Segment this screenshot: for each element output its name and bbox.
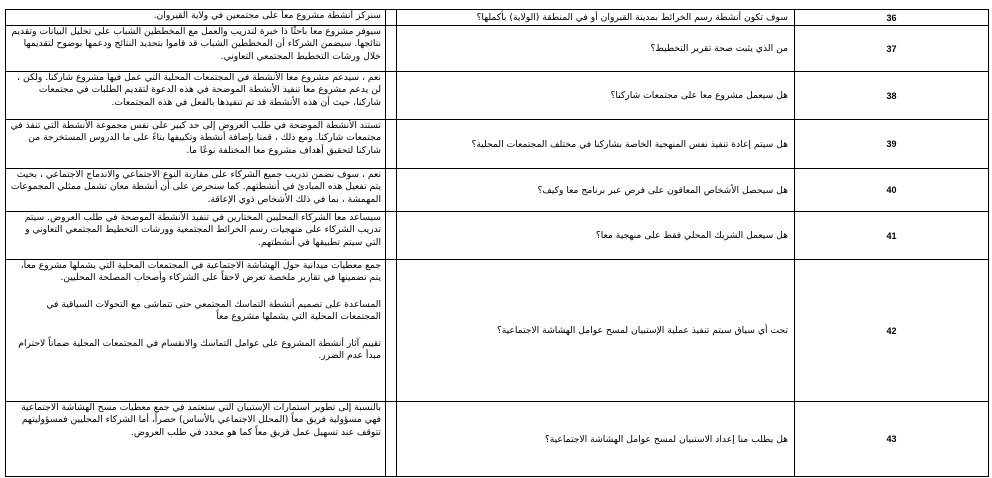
- answer-text: سنركز أنشطة مشروع معاً على مجتمعين في ولاية القيروان.: [153, 10, 381, 21]
- table-row: [6, 72, 989, 120]
- column-gap: [386, 120, 397, 169]
- question-text: من الذي يثبت صحة تقرير التخطيط؟: [397, 26, 795, 72]
- question-number: 43: [795, 402, 989, 477]
- question-number: 36: [795, 10, 989, 26]
- answer-cell: [6, 26, 386, 72]
- answer-cell: [6, 169, 386, 212]
- answer-cell: [6, 72, 386, 120]
- column-gap: [386, 26, 397, 72]
- answer-cell: [6, 10, 386, 26]
- column-gap: [386, 10, 397, 26]
- question-number: 38: [795, 72, 989, 120]
- answer-text: سيساعد معا الشركاء المحليين المختارين في تنفيذ الأنشطة الموضحة في طلب العروض. سيتم تدريب الشركاء على منهجيات رسم الخرائط المجتمعية وورشات التخطيط المجتمعي التعاوني و التي سيتم تطبيقها في أنشطتهم.: [24, 212, 381, 248]
- question-number: 41: [795, 212, 989, 260]
- question-number: 39: [795, 120, 989, 169]
- table-row: [6, 212, 989, 260]
- column-gap: [386, 169, 397, 212]
- answer-paragraph: المساعدة على تصميم أنشطة التماسك المجتمعي حتى تتماشى مع التحولات السياقية في المجتمعات المحلية التي يشملها مشروع معاً: [46, 298, 381, 323]
- answer-paragraph: جمع معطيات ميدانية حول الهشاشة الاجتماعية في المجتمعات المحلية التي يشملها مشروع معاً، يتم تضمينها في تقارير ملخصة تعرض لاحقاً على الشركاء وأصحاب المصلحة المحليين.: [20, 260, 381, 284]
- question-text: هل سيتم إعادة تنفيذ نفس المنهجية الخاصة بشاركنا في مختلف المجتمعات المحلية؟: [397, 120, 795, 169]
- answer-text: سيوفر مشروع معا باحثًا ذا خبرة لتدريب والعمل مع المخططين الشباب على تحليل البيانات وتقديم نتائجها. سيضمن الشركاء أن المخططين الشباب قد قاموا بتحديد النتائج ودعمها بوضوح لتقديمها خلال ورشات التخطيط المجتمعي التعاوني.: [11, 26, 381, 62]
- faq-table: [5, 9, 989, 477]
- table-row: [6, 402, 989, 477]
- question-number: 42: [795, 260, 989, 402]
- answer-text: نعم ، سيدعم مشروع معا الأنشطة في المجتمعات المحلية التي عمل فيها مشروع شاركنا. ولكن ، لن يدعم مشروع معا تنفيذ الأنشطة الموضحة في هذه الدعوة لتقديم الطلبات في مجتمعات شاركنا، حيث أن هذه الأنشطة قد تم تنفيذها بالفعل في هذه المجتمعات.: [17, 72, 381, 108]
- question-text: هل سيعمل مشروع معا على مجتمعات شاركنا؟: [397, 72, 795, 120]
- question-text: هل سيعمل الشريك المحلي فقط على منهجية معا؟: [397, 212, 795, 260]
- question-text: هل يطلب منا إعداد الاستبيان لمسح عوامل الهشاشة الاجتماعية؟: [397, 402, 795, 477]
- column-gap: [386, 260, 397, 402]
- question-number: 37: [795, 26, 989, 72]
- question-text: تحت أي سياق سيتم تنفيذ عملية الإستبيان لمسح عوامل الهشاشة الاجتماعية؟: [397, 260, 795, 402]
- table-row: [6, 260, 989, 402]
- answer-text: تستند الأنشطة الموضحة في طلب العروض إلى حد كبير على نفس مجموعة الأنشطة التي تنفذ في مجتمعات شاركنا. ومع ذلك ، قمنا بإضافة أنشطة وتكييفها بناءً على ما الدروس المستخرجة من شاركنا لتحقيق أهداف مشروع معا المختلفة نوعًا ما.: [10, 120, 381, 156]
- answer-cell: [6, 402, 386, 477]
- column-gap: [386, 212, 397, 260]
- answer-cell: [6, 120, 386, 169]
- table-row: [6, 120, 989, 169]
- question-text: هل سيحصل الأشخاص المعاقون على فرص عبر برنامج معا وكيف؟: [397, 169, 795, 212]
- answer-paragraph: تقييم آثار أنشطة المشروع على عوامل التماسك والانقسام في المجتمعات المحلية ضماناً لاحترام مبدأ عدم الضرر.: [18, 337, 381, 362]
- question-text: سوف تكون أنشطة رسم الخرائط بمدينة القيروان أو في المنطقة (الولاية) بأكملها؟: [397, 10, 795, 26]
- question-number: 40: [795, 169, 989, 212]
- answer-cell: [6, 260, 386, 402]
- answer-cell: [6, 212, 386, 260]
- answer-text: بالنسبة إلى تطوير استمارات الإستبيان التي ستعتمد في جمع معطيات مسح الهشاشة الاجتماعية فهي مسؤولية فريق معاً (المحلل الاجتماعي بالأساس) حصراً، أما الشركاء المحليين فمسؤوليتهم تتوقف عند تسهيل عمل فريق معاً كما هو محدد في طلب العروض.: [21, 402, 381, 438]
- column-gap: [386, 402, 397, 477]
- table-row: [6, 26, 989, 72]
- table-row: [6, 169, 989, 212]
- table-row: [6, 10, 989, 26]
- answer-text: نعم ، سوف نضمن تدريب جميع الشركاء على مقاربة النوع الاجتماعي والاندماج الاجتماعي ، بحيث يتم تفعيل هذه المبادئ في أنشطتهم. كما سنحرص على أن أنشطة معان تشمل ممثلي المجموعات المهمشة ، بما في ذلك الأشخاص ذوي الإعاقة.: [10, 169, 381, 205]
- column-gap: [386, 72, 397, 120]
